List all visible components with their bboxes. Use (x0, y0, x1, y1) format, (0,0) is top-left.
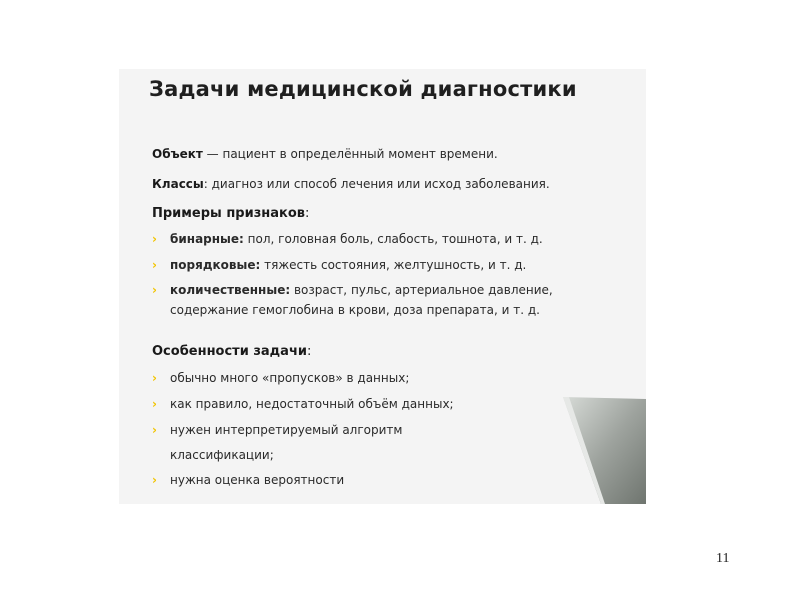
feature-item-binary: › бинарные: пол, головная боль, слабость, тошнота, и т. д. (152, 232, 543, 246)
object-text: — пациент в определённый момент времени. (202, 147, 498, 161)
specific-item-probability: › нужна оценка вероятности (152, 473, 345, 487)
classes-text: : диагноз или способ лечения или исход заболевания. (203, 177, 550, 191)
specific-item-interpretable-cont: классификации; (170, 448, 274, 462)
feature-item-quantitative: › количественные: возраст, пульс, артериальное давление, (152, 283, 553, 297)
specifics-heading: Особенности задачи: (152, 344, 312, 359)
chevron-right-icon: › (152, 397, 157, 411)
chevron-right-icon: › (152, 473, 157, 487)
chevron-right-icon: › (152, 258, 157, 272)
features-heading: Примеры признаков: (152, 206, 310, 221)
features-label: Примеры признаков (152, 206, 306, 221)
specific-item-volume: › как правило, недостаточный объём данных; (152, 397, 454, 411)
chevron-right-icon: › (152, 371, 157, 385)
laptop-illustration (561, 397, 646, 504)
chevron-right-icon: › (152, 232, 157, 246)
chevron-right-icon: › (152, 423, 157, 437)
feature-item-ordinal: › порядковые: тяжесть состояния, желтушность, и т. д. (152, 258, 527, 272)
chevron-right-icon: › (152, 283, 157, 297)
classes-line (152, 177, 550, 191)
object-label: Объект (152, 147, 203, 161)
feature-item-quantitative-cont: содержание гемоглобина в крови, доза препарата, и т. д. (170, 303, 540, 317)
specific-item-interpretable: › нужен интерпретируемый алгоритм (152, 423, 403, 437)
classes-label: Классы (152, 177, 204, 191)
slide-title: Задачи медицинской диагностики (149, 77, 577, 101)
specific-item-gaps: › обычно много «пропусков» в данных; (152, 371, 410, 385)
object-line (152, 147, 498, 161)
specifics-label: Особенности задачи (152, 344, 307, 359)
slide-image (119, 69, 646, 504)
page-number: 11 (716, 551, 730, 566)
